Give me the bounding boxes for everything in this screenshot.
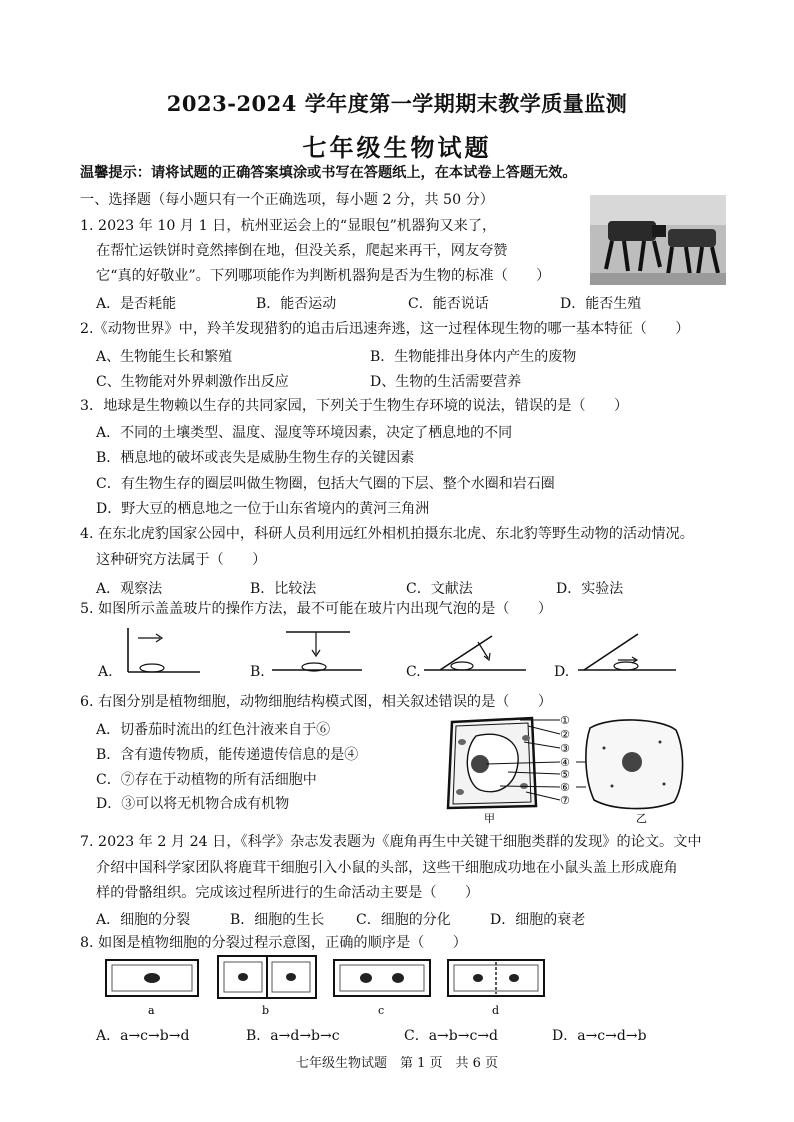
plant-animal-cell-diagram <box>440 712 690 824</box>
cell-yi-label: 乙 <box>636 812 647 824</box>
q6-option-b: B．含有遗传物质，能传递遗传信息的是④ <box>96 747 359 763</box>
cell-label-2: ② <box>560 728 570 741</box>
q1-option-b: B．能否运动 <box>256 296 337 312</box>
q1-option-a: A．是否耗能 <box>96 296 177 312</box>
q6-option-a: A．切番茄时流出的红色汁液来自于⑥ <box>96 722 331 738</box>
coverslip-diagram-c <box>420 622 530 680</box>
q5-option-b: B. <box>250 664 265 680</box>
robot-dog-photo <box>590 195 726 285</box>
q5-option-a: A. <box>98 664 113 680</box>
cell-label-7: ⑦ <box>560 794 570 807</box>
q4-line-2: 这种研究方法属于（ ） <box>96 552 267 568</box>
page-footer: 七年级生物试题 第 1 页 共 6 页 <box>295 1056 499 1071</box>
stage-b-label: b <box>262 1004 270 1017</box>
q5-option-c: C. <box>406 664 421 680</box>
notice: 温馨提示：请将试题的正确答案填涂或书写在答题纸上，在本试卷上答题无效。 <box>80 165 577 181</box>
q2-option-d: D、生物的生活需要营养 <box>370 374 522 390</box>
cell-label-5: ⑤ <box>560 768 570 781</box>
q7-line-1: 7. 2023 年 2 月 24 日，《科学》杂志发表题为《鹿角再生中关键干细胞类群的发现》的论文。文中 <box>80 834 702 850</box>
q4-option-b: B．比较法 <box>250 581 317 597</box>
q2-option-b: B．生物能排出身体内产生的废物 <box>370 349 577 365</box>
q7-option-a: A．细胞的分裂 <box>96 912 191 928</box>
coverslip-diagram-a <box>112 624 202 680</box>
q2-stem: 2.《动物世界》中，羚羊发现猎豹的追击后迅速奔逃，这一过程体现生物的哪一基本特征（ ） <box>80 321 690 337</box>
cell-label-4: ④ <box>560 756 570 769</box>
q7-option-c: C．细胞的分化 <box>356 912 451 928</box>
q7-option-d: D．细胞的衰老 <box>490 912 586 928</box>
stage-c-label: c <box>378 1004 385 1017</box>
coverslip-diagram-b <box>266 624 366 680</box>
exam-title: 2023-2024 学年度第一学期期末教学质量监测 <box>166 91 628 116</box>
q1-line-1: 1. 2023 年 10 月 1 日，杭州亚运会上的“显眼包”机器狗又来了， <box>80 218 497 234</box>
q5-stem: 5. 如图所示盖盖玻片的操作方法，最不可能在玻片内出现气泡的是（ ） <box>80 601 553 617</box>
q8-stem: 8. 如图是植物细胞的分裂过程示意图，正确的顺序是（ ） <box>80 935 467 951</box>
stage-a-label: a <box>148 1004 155 1017</box>
q1-option-c: C．能否说话 <box>408 296 489 312</box>
q8-option-b: B．a→d→b→c <box>246 1028 340 1044</box>
q6-option-c: C．⑦存在于动植物的所有活细胞中 <box>96 772 317 788</box>
q6-option-d: D．③可以将无机物合成有机物 <box>96 796 290 812</box>
cell-division-diagram <box>100 952 690 1018</box>
cell-jia-label: 甲 <box>484 812 495 824</box>
stage-d-label: d <box>492 1004 500 1017</box>
q4-option-a: A．观察法 <box>96 581 163 597</box>
q3-option-b: B．栖息地的破坏或丧失是威胁生物生存的关键因素 <box>96 450 415 466</box>
q6-stem: 6. 右图分别是植物细胞，动物细胞结构模式图，相关叙述错误的是（ ） <box>80 694 553 710</box>
q1-line-3: 它“真的好敬业”。下列哪项能作为判断机器狗是否为生物的标准（ ） <box>96 268 551 284</box>
q7-line-3: 样的骨骼组织。完成该过程所进行的生命活动主要是（ ） <box>96 885 480 901</box>
cell-label-3: ③ <box>560 742 570 755</box>
q7-line-2: 介绍中国科学家团队将鹿茸干细胞引入小鼠的头部，这些干细胞成功地在小鼠头盖上形成鹿角 <box>96 860 678 876</box>
q3-stem: 3．地球是生物赖以生存的共同家园，下列关于生物生存环境的说法，错误的是（ ） <box>80 398 629 414</box>
q8-option-a: A．a→c→b→d <box>96 1028 190 1044</box>
q4-line-1: 4. 在东北虎豹国家公园中，科研人员利用远红外相机拍摄东北虎、东北豹等野生动物的活动情况。 <box>80 526 694 542</box>
q3-option-a: A．不同的土壤类型、温度、湿度等环境因素，决定了栖息地的不同 <box>96 425 513 441</box>
q8-option-c: C．a→b→c→d <box>404 1028 499 1044</box>
coverslip-diagram-d <box>570 622 680 680</box>
q5-option-d: D. <box>554 664 570 680</box>
q4-option-d: D．实验法 <box>556 581 624 597</box>
q4-option-c: C．文献法 <box>406 581 473 597</box>
q2-option-a: A、生物能生长和繁殖 <box>96 349 233 365</box>
section-heading: 一、选择题（每小题只有一个正确选项，每小题 2 分，共 50 分） <box>80 192 494 208</box>
q3-option-c: C．有生物生存的圈层叫做生物圈，包括大气圈的下层、整个水圈和岩石圈 <box>96 476 555 492</box>
exam-subtitle: 七年级生物试题 <box>302 133 492 162</box>
q2-option-c: C、生物能对外界刺激作出反应 <box>96 374 289 390</box>
q7-option-b: B．细胞的生长 <box>230 912 325 928</box>
q1-line-2: 在帮忙运铁饼时竟然摔倒在地，但没关系，爬起来再干，网友夸赞 <box>96 243 508 259</box>
q8-option-d: D．a→c→d→b <box>552 1028 647 1044</box>
q3-option-d: D．野大豆的栖息地之一位于山东省境内的黄河三角洲 <box>96 501 430 517</box>
cell-label-1: ① <box>560 714 570 727</box>
cell-label-6: ⑥ <box>560 781 570 794</box>
q1-option-d: D．能否生殖 <box>560 296 642 312</box>
